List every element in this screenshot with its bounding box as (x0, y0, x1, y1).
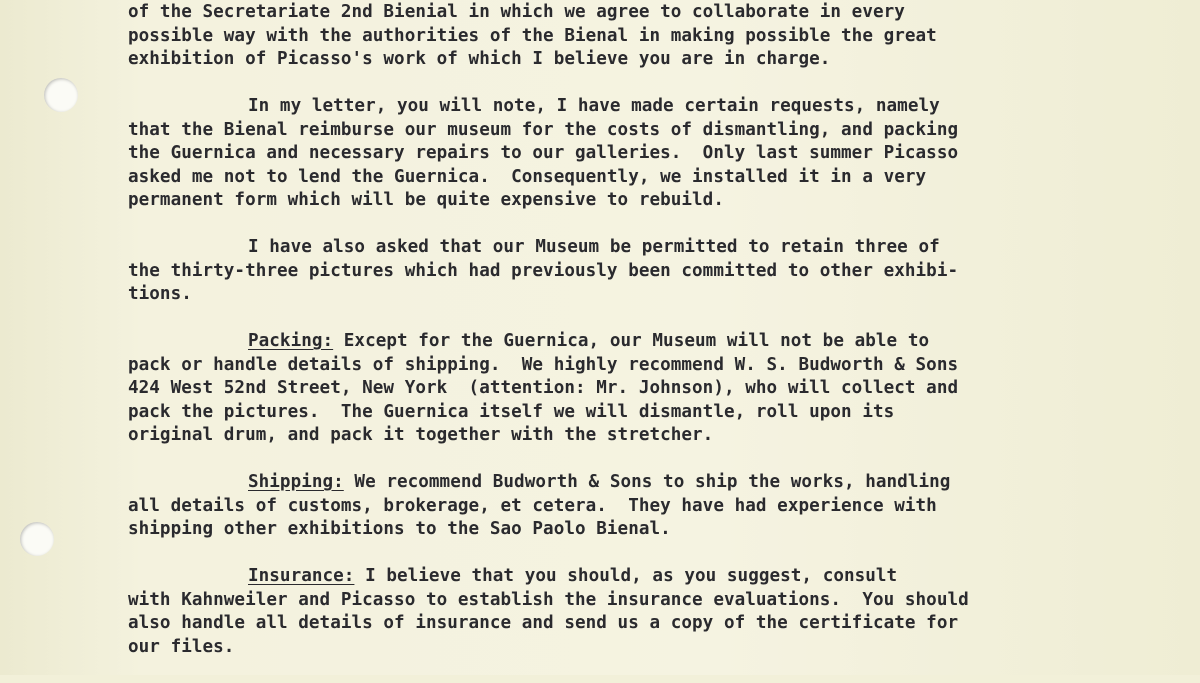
text-line: that the Bienal reimburse our museum for the costs of dismantling, and packing (128, 119, 959, 140)
binder-hole-bottom (20, 522, 54, 556)
text-line: asked me not to lend the Guernica. Consequently, we installed it in a very (128, 166, 927, 187)
paragraph-insurance (128, 565, 1078, 659)
text-line: the thirty-three pictures which had previously been committed to other exhibi- (128, 260, 959, 281)
text-line: the Guernica and necessary repairs to our galleries. Only last summer Picasso (128, 143, 959, 163)
text-line: exhibition of Picasso's work of which I believe you are in charge. (128, 49, 831, 69)
paragraph-retain (128, 236, 1078, 307)
text-line: possible way with the authorities of the Bienal in making possible the great (128, 25, 937, 46)
shipping-heading: Shipping: (248, 472, 344, 492)
paragraph-shipping (128, 471, 1078, 542)
text-line-rest: We recommend Budworth & Sons to ship the works, handling (343, 472, 951, 492)
text-line (128, 565, 1078, 589)
text-line: of the Secretariate 2nd Bienial in which we agree to collaborate in every (128, 2, 905, 22)
text-line: pack the pictures. The Guernica itself we will dismantle, roll upon its (128, 401, 895, 422)
paragraph-exhibition (128, 1, 1078, 72)
paragraph-requests (128, 95, 1078, 213)
binder-hole-top (44, 78, 78, 112)
text-line: 424 West 52nd Street, New York (attention: Mr. Johnson), who will collect and (128, 378, 959, 398)
text-line: our files. (128, 636, 235, 657)
text-line: original drum, and pack it together with the stretcher. (128, 425, 714, 445)
text-line: pack or handle details of shipping. We highly recommend W. S. Budworth & Sons (128, 354, 959, 375)
text-line: also handle all details of insurance and send us a copy of the certificate for (128, 613, 959, 633)
text-line: permanent form which will be quite expensive to rebuild. (128, 190, 724, 210)
text-line: with Kahnweiler and Picasso to establish the insurance evaluations. You should (128, 589, 969, 610)
text-line: In my letter, you will note, I have made certain requests, namely (248, 96, 940, 116)
text-line-rest: Except for the Guernica, our Museum will not be able to (333, 331, 930, 351)
text-line: all details of customs, brokerage, et cetera. They have had experience with (128, 495, 937, 516)
text-line: tions. (128, 284, 192, 304)
text-line (128, 330, 1078, 354)
packing-heading: Packing: (248, 331, 334, 351)
paragraph-packing (128, 330, 1078, 448)
text-line: shipping other exhibitions to the Sao Paolo Bienal. (128, 519, 671, 539)
insurance-heading: Insurance: (248, 566, 355, 586)
letter-body (128, 1, 1078, 683)
text-line: I have also asked that our Museum be permitted to retain three of (248, 237, 940, 257)
text-line-rest: I believe that you should, as you suggest, consult (354, 566, 898, 586)
text-line (128, 471, 1078, 495)
